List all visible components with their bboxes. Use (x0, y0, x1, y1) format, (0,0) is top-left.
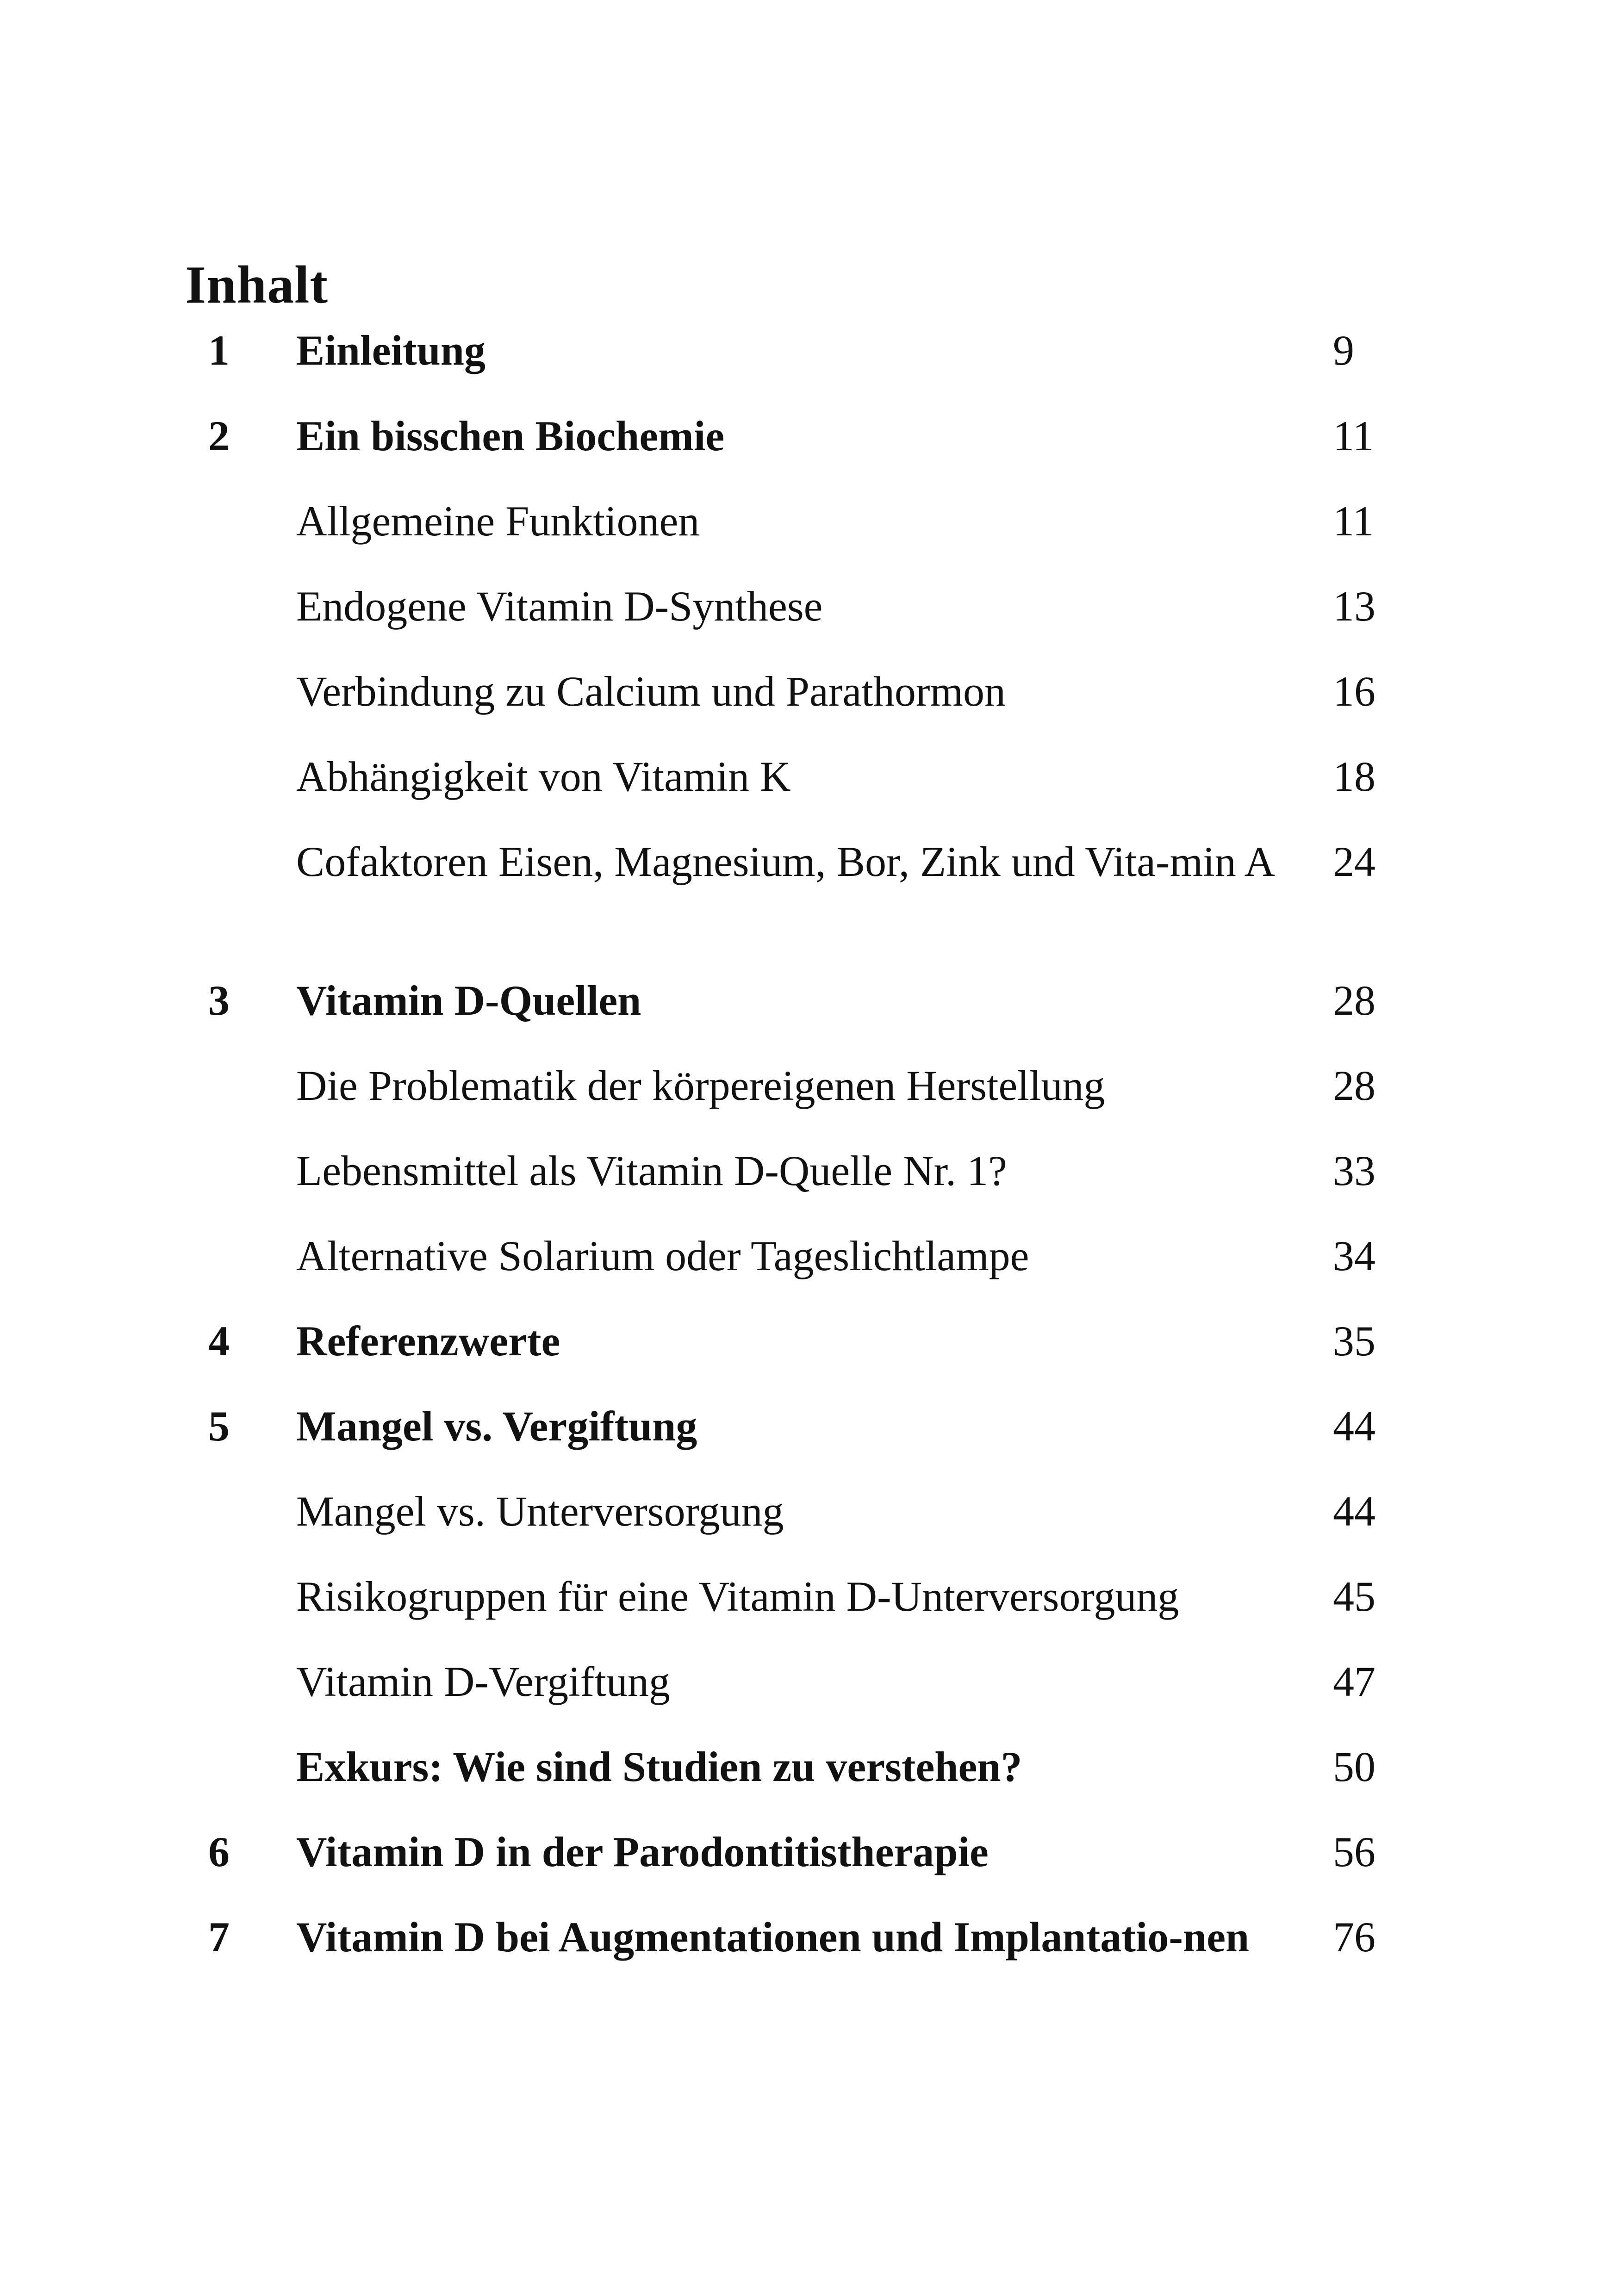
toc-page: 28 (1333, 1062, 1375, 1109)
toc-page: 56 (1333, 1828, 1375, 1875)
toc-page: 11 (1333, 412, 1374, 459)
toc-page: 16 (1333, 668, 1375, 715)
toc-number: 4 (208, 1317, 230, 1365)
toc-page: 50 (1333, 1743, 1375, 1790)
toc-page: 35 (1333, 1317, 1375, 1365)
toc-page: 47 (1333, 1658, 1375, 1705)
toc-title: Mangel vs. Vergiftung (296, 1402, 697, 1450)
toc-title: Exkurs: Wie sind Studien zu verstehen? (296, 1743, 1022, 1790)
toc-title: Cofaktoren Eisen, Magnesium, Bor, Zink und Vita-min A (296, 838, 1276, 885)
toc-title: Lebensmittel als Vitamin D-Quelle Nr. 1? (296, 1147, 1007, 1194)
toc-title: Abhängigkeit von Vitamin K (296, 753, 791, 800)
toc-number: 6 (208, 1828, 230, 1875)
toc-page: 18 (1333, 753, 1375, 800)
toc-title: Vitamin D-Vergiftung (296, 1658, 670, 1705)
toc-page: 34 (1333, 1232, 1375, 1279)
toc-page: 76 (1333, 1913, 1375, 1961)
toc-number: 5 (208, 1402, 230, 1450)
toc-page: 44 (1333, 1488, 1375, 1535)
toc-title: Verbindung zu Calcium und Parathormon (296, 668, 1006, 715)
page-title: Inhalt (185, 255, 329, 315)
toc-title: Vitamin D in der Parodontitistherapie (296, 1828, 989, 1875)
toc-page: 24 (1333, 838, 1375, 885)
toc-title: Ein bisschen Biochemie (296, 412, 725, 459)
toc-page: 11 (1333, 497, 1374, 545)
toc-page: 28 (1333, 977, 1375, 1024)
toc-title: Vitamin D bei Augmentationen und Implantatio-nen (296, 1913, 1250, 1961)
toc-number: 1 (208, 327, 230, 374)
toc-title: Referenzwerte (296, 1317, 560, 1365)
toc-number: 2 (208, 412, 230, 459)
toc-title: Endogene Vitamin D-Synthese (296, 583, 823, 630)
toc-title: Die Problematik der körpereigenen Herstellung (296, 1062, 1105, 1109)
toc-page: 45 (1333, 1573, 1375, 1620)
toc-title: Allgemeine Funktionen (296, 497, 700, 545)
toc-title: Mangel vs. Unterversorgung (296, 1488, 784, 1535)
toc-number: 7 (208, 1913, 230, 1961)
toc-title: Risikogruppen für eine Vitamin D-Unterversorgung (296, 1573, 1179, 1620)
toc-page: 13 (1333, 583, 1375, 630)
toc-title: Einleitung (296, 327, 486, 374)
toc-title: Vitamin D-Quellen (296, 977, 641, 1024)
toc-page: 44 (1333, 1402, 1375, 1450)
toc-number: 3 (208, 977, 230, 1024)
toc-page: 9 (1333, 327, 1354, 374)
toc-title: Alternative Solarium oder Tageslichtlampe (296, 1232, 1029, 1279)
toc-page: 33 (1333, 1147, 1375, 1194)
